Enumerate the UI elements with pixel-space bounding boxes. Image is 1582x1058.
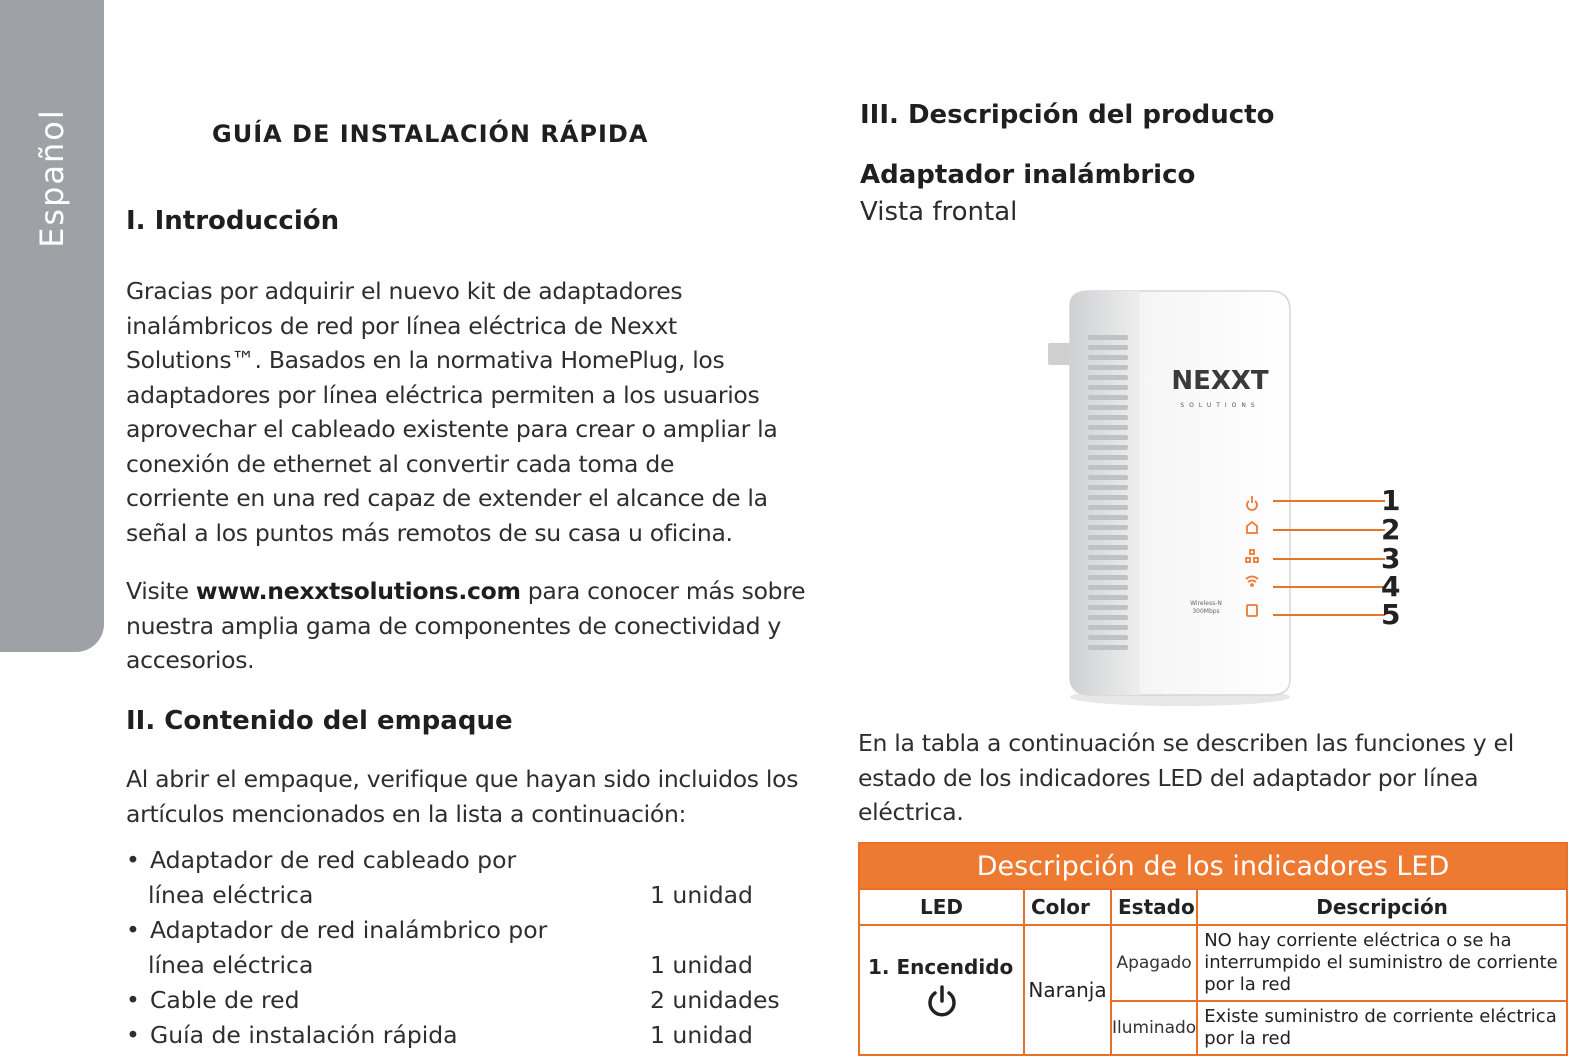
- bullet: •: [126, 986, 140, 1014]
- callout-number: 4: [1381, 570, 1401, 603]
- bullet: •: [126, 846, 140, 874]
- section-title-introduction: I. Introducción: [126, 206, 340, 236]
- callout-4: [1255, 570, 1415, 603]
- table-intro-line: En la tabla a continuación se describen las funciones y el: [858, 729, 1514, 757]
- model-label-line1: Wireless-N: [1190, 600, 1222, 607]
- intro-paragraph: [126, 274, 826, 550]
- item-name: Adaptador de red cableado por: [150, 846, 517, 874]
- led-state: Apagado: [1111, 925, 1197, 1001]
- callout-5: [1255, 598, 1415, 631]
- led-state-description: NO hay corriente eléctrica o se ha interrumpido el suministro de corriente por la red: [1197, 925, 1567, 1001]
- package-item-list: [126, 843, 816, 1053]
- item-name: Adaptador de red inalámbrico por: [150, 916, 548, 944]
- led-name-cell: [859, 925, 1024, 1055]
- intro-line: señal a los puntos más remotos de su casa u oficina.: [126, 518, 733, 547]
- visit-line: nuestra amplia gama de componentes de conectividad y: [126, 611, 782, 640]
- callout-line: [1273, 529, 1385, 531]
- led-state-description: Existe suministro de corriente eléctrica por la red: [1197, 1001, 1567, 1055]
- model-label-line2: 300Mbps: [1192, 608, 1220, 615]
- table-row: [859, 925, 1567, 1001]
- list-item: [126, 983, 816, 1018]
- table-title-row: [859, 843, 1567, 889]
- callout-number: 2: [1381, 513, 1401, 546]
- list-item: [126, 913, 816, 948]
- item-name-cont: línea eléctrica: [148, 881, 314, 909]
- view-label: Vista frontal: [860, 197, 1018, 227]
- intro-line: Solutions™. Basados en la normativa HomePlug, los: [126, 346, 725, 374]
- callout-number: 1: [1381, 484, 1401, 517]
- power-icon: [923, 983, 961, 1021]
- bullet: •: [126, 916, 140, 944]
- intro-line: adaptadores por línea eléctrica permiten a los usuarios: [126, 380, 760, 409]
- visit-suffix: para conocer más sobre: [520, 577, 806, 605]
- visit-paragraph: [126, 574, 826, 678]
- package-paragraph: [126, 762, 826, 831]
- column-header-color: Color: [1024, 889, 1111, 925]
- list-item-continuation: [126, 948, 816, 983]
- section-title-package-contents: II. Contenido del empaque: [126, 706, 513, 736]
- table-header-row: [859, 889, 1567, 925]
- table-title: Descripción de los indicadores LED: [859, 843, 1567, 889]
- item-name-cont: línea eléctrica: [148, 951, 314, 979]
- callout-line: [1273, 558, 1385, 560]
- column-header-state: Estado: [1111, 889, 1197, 925]
- intro-line: inalámbricos de red por línea eléctrica de Nexxt: [126, 311, 677, 340]
- brand-logo-text: NEXXT: [1171, 366, 1269, 396]
- led-color: Naranja: [1024, 925, 1111, 1055]
- product-title: Adaptador inalámbrico: [860, 160, 1196, 190]
- led-description-table: [858, 842, 1568, 1056]
- bullet: •: [126, 1021, 140, 1049]
- callout-2: [1255, 513, 1415, 546]
- language-label: Español: [33, 108, 71, 248]
- intro-line: Gracias por adquirir el nuevo kit de adaptadores: [126, 277, 683, 305]
- table-intro-line: estado de los indicadores LED del adaptador por línea: [858, 763, 1479, 792]
- table-intro-paragraph: [858, 726, 1558, 830]
- package-line: artículos mencionados en la lista a continuación:: [126, 799, 687, 828]
- brand-logo-subtext: SOLUTIONS: [1180, 402, 1260, 409]
- item-name: Cable de red: [150, 986, 300, 1014]
- callout-number: 3: [1381, 542, 1401, 575]
- callout-1: [1255, 484, 1415, 517]
- column-header-description: Descripción: [1197, 889, 1567, 925]
- intro-line: aprovechar el cableado existente para crear o ampliar la: [126, 415, 778, 443]
- intro-line: corriente en una red capaz de extender el alcance de la: [126, 484, 768, 512]
- callout-line: [1273, 500, 1385, 502]
- website-link[interactable]: www.nexxtsolutions.com: [195, 577, 521, 605]
- list-item-continuation: [126, 878, 816, 913]
- section-title-product-description: III. Descripción del producto: [860, 100, 1275, 130]
- item-quantity: 2 unidades: [650, 986, 780, 1014]
- led-state: Iluminado: [1111, 1001, 1197, 1055]
- page-title: GUÍA DE INSTALACIÓN RÁPIDA: [212, 120, 649, 148]
- visit-prefix: Visite: [126, 577, 196, 605]
- item-quantity: 1 unidad: [650, 881, 753, 909]
- list-item: [126, 843, 816, 878]
- callout-number: 5: [1381, 598, 1401, 631]
- list-item: [126, 1018, 816, 1053]
- item-name: Guía de instalación rápida: [150, 1021, 458, 1049]
- column-header-led: LED: [859, 889, 1024, 925]
- callout-line: [1273, 586, 1385, 588]
- led-name: 1. Encendido: [868, 955, 1014, 979]
- callout-line: [1273, 614, 1385, 616]
- table-intro-line: eléctrica.: [858, 798, 964, 826]
- visit-line: accesorios.: [126, 646, 255, 674]
- visit-line: [126, 574, 826, 609]
- item-quantity: 1 unidad: [650, 1021, 753, 1049]
- language-side-tab: [0, 0, 104, 652]
- item-quantity: 1 unidad: [650, 951, 753, 979]
- callout-3: [1255, 542, 1415, 575]
- intro-line: conexión de ethernet al convertir cada toma de: [126, 449, 675, 478]
- package-line: Al abrir el empaque, verifique que hayan sido incluidos los: [126, 765, 799, 793]
